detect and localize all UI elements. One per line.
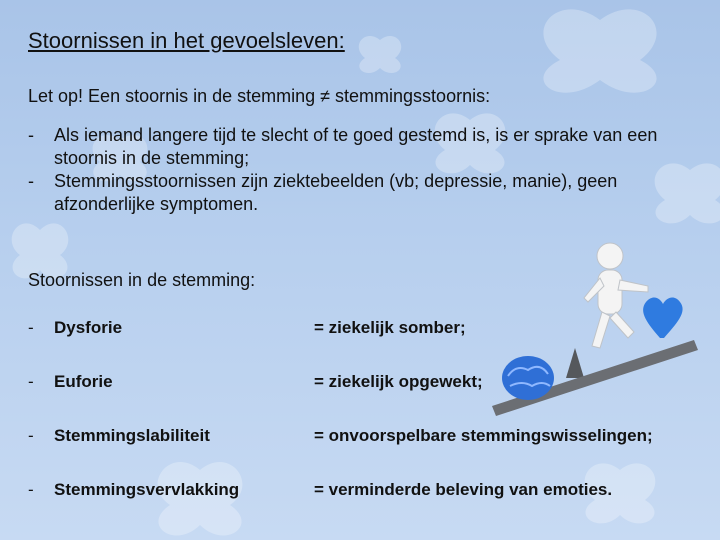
bullet-item [28, 124, 708, 170]
definition-dash: - [28, 426, 34, 445]
definition-list [28, 318, 718, 534]
definition-meaning: = ziekelijk somber; [314, 318, 466, 337]
bullet-list [28, 124, 708, 216]
definition-row [28, 372, 718, 426]
bullet-dash: - [28, 125, 34, 145]
definition-meaning: = onvoorspelbare stemmingswisselingen; [314, 426, 653, 445]
definition-term: Stemmingslabiliteit [54, 426, 210, 445]
definition-row [28, 480, 718, 534]
bullet-item [28, 170, 708, 216]
definition-dash: - [28, 372, 34, 391]
definition-meaning: = ziekelijk opgewekt; [314, 372, 483, 391]
bullet-text: Als iemand langere tijd te slecht of te goed gestemd is, is er sprake van een stoornis in de stemming; [54, 125, 658, 168]
definition-term: Stemmingsvervlakking [54, 480, 240, 499]
section-title: Stoornissen in de stemming: [28, 270, 256, 290]
definition-row [28, 426, 718, 480]
definition-term: Dysforie [54, 318, 123, 337]
slide-title: Stoornissen in het gevoelsleven: [28, 28, 345, 53]
note-text: Let op! Een stoornis in de stemming ≠ stemmingsstoornis: [28, 86, 491, 106]
bullet-dash: - [28, 171, 34, 191]
definition-term: Euforie [54, 372, 113, 391]
definition-dash: - [28, 318, 34, 337]
definition-dash: - [28, 480, 34, 499]
bullet-text: Stemmingsstoornissen zijn ziektebeelden (vb; depressie, manie), geen afzonderlijke symptomen. [54, 171, 618, 214]
definition-meaning: = verminderde beleving van emoties. [314, 480, 613, 499]
definition-row [28, 318, 718, 372]
